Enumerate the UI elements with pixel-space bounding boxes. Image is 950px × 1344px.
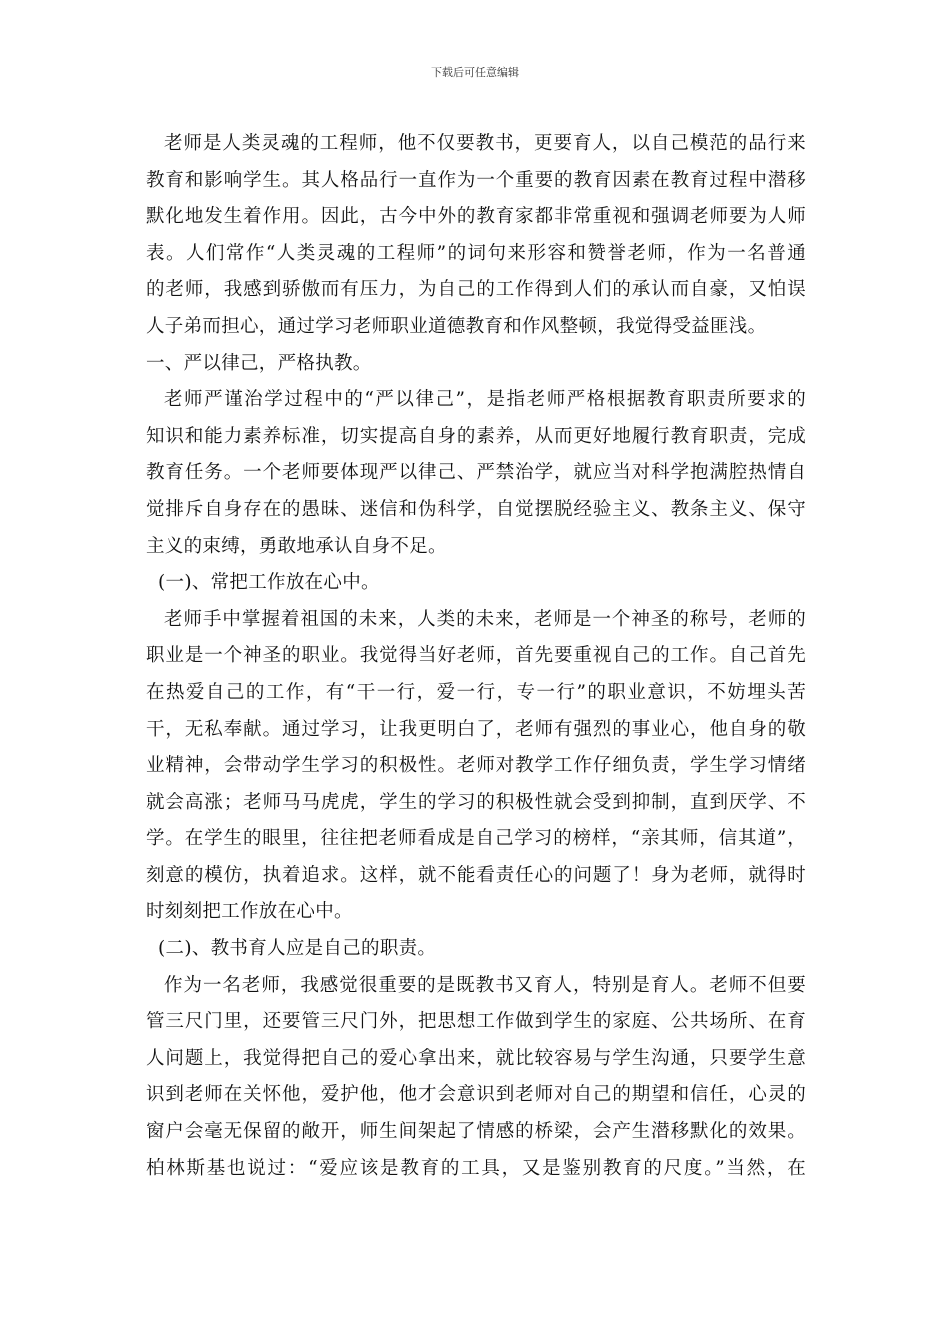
text-line: (二)、教书育人应是自己的职责。 (158, 938, 437, 960)
text-line: 觉排斥自身存在的愚昧、迷信和伪科学，自觉摆脱经验主义、教条主义、保守 (146, 498, 806, 520)
text-line: 管三尺门里，还要管三尺门外，把思想工作做到学生的家庭、公共场所、在育 (146, 1011, 806, 1033)
text-line: 一、严以律己，严格执教。 (146, 352, 372, 374)
page-header: 下载后可任意编辑 (431, 66, 519, 79)
text-line: 老师是人类灵魂的工程师，他不仅要教书，更要育人，以自己模范的品行来 (164, 133, 806, 154)
text-line: 作为一名老师，我感觉很重要的是既教书又育人，特别是育人。老师不但要 (164, 974, 806, 996)
text-line: 职业是一个神圣的职业。我觉得当好老师，首先要重视自己的工作。自己首先 (146, 645, 806, 667)
text-line: (一)、常把工作放在心中。 (158, 572, 380, 594)
text-line: 刻意的模仿，执着追求。这样，就不能看责任心的问题了！身为老师，就得时 (146, 864, 806, 886)
text-line: 柏林斯基也说过：“爱应该是教育的工具，又是鉴别教育的尺度。”当然，在 (146, 1157, 806, 1179)
text-line: 主义的束缚，勇敢地承认自身不足。 (146, 535, 447, 557)
text-line: 老师手中掌握着祖国的未来，人类的未来，老师是一个神圣的称号，老师的 (164, 608, 806, 630)
document-body (146, 126, 806, 1187)
text-line: 知识和能力素养标准，切实提高自身的素养，从而更好地履行教育职责，完成 (146, 425, 806, 447)
text-line: 默化地发生着作用。因此，古今中外的教育家都非常重视和强调老师要为人师 (146, 206, 806, 228)
text-line: 识到老师在关怀他，爱护他，他才会意识到老师对自己的期望和信任，心灵的 (146, 1084, 806, 1106)
text-line: 窗户会毫无保留的敞开，师生间架起了情感的桥梁，会产生潜移默化的效果。 (146, 1121, 806, 1143)
text-line: 老师严谨治学过程中的“严以律己”，是指老师严格根据教育职责所要求的 (164, 389, 806, 411)
text-line: 干，无私奉献。通过学习，让我更明白了，老师有强烈的事业心，他自身的敬 (146, 718, 806, 740)
text-line: 教育和影响学生。其人格品行一直作为一个重要的教育因素在教育过程中潜移 (146, 169, 806, 191)
text-line: 业精神，会带动学生学习的积极性。老师对教学工作仔细负责，学生学习情绪 (146, 755, 806, 777)
text-line: 在热爱自己的工作，有“干一行，爱一行，专一行”的职业意识，不妨埋头苦 (146, 681, 806, 703)
text-line: 学。在学生的眼里，往往把老师看成是自己学习的榜样，“亲其师，信其道”， (146, 828, 806, 850)
text-line: 的老师，我感到骄傲而有压力，为自己的工作得到人们的承认而自豪，又怕误 (146, 279, 806, 301)
text-line: 时刻刻把工作放在心中。 (146, 901, 353, 923)
text-line: 表。人们常作“人类灵魂的工程师”的词句来形容和赞誉老师，作为一名普通 (146, 242, 806, 264)
text-line: 就会高涨；老师马马虎虎，学生的学习的积极性就会受到抑制，直到厌学、不 (146, 791, 806, 813)
text-line: 教育任务。一个老师要体现严以律己、严禁治学，就应当对科学抱满腔热情自 (146, 462, 806, 484)
text-line: 人子弟而担心，通过学习老师职业道德教育和作风整顿，我觉得受益匪浅。 (146, 315, 767, 337)
text-line: 人问题上，我觉得把自己的爱心拿出来，就比较容易与学生沟通，只要学生意 (146, 1047, 806, 1069)
